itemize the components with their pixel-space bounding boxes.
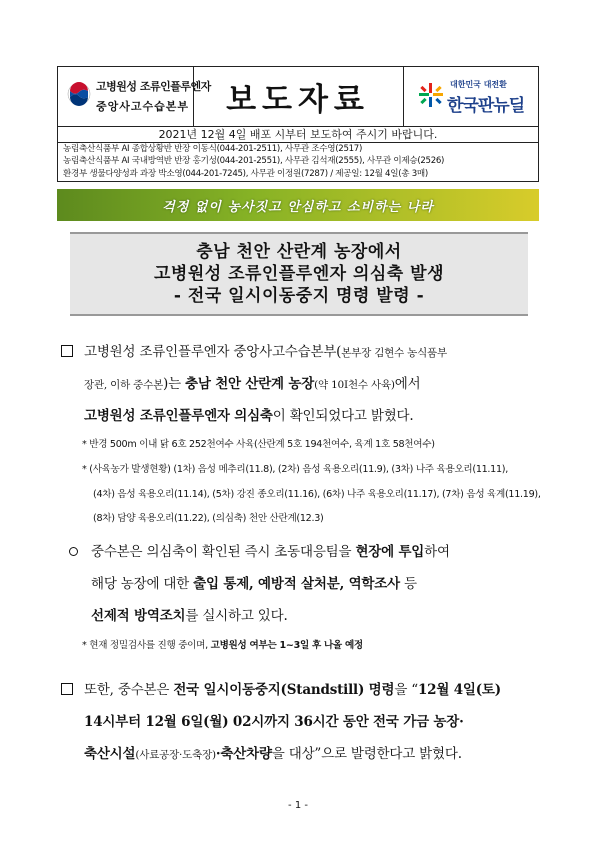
text-run: 고병원성 조류인플루엔자 중앙사고수습본부( (84, 344, 342, 360)
section2-line2 (91, 572, 417, 592)
headline-line2: 고병원성 조류인플루엔자 의심축 발생 (153, 264, 444, 284)
section1-footnote: * 반경 500m 이내 닭 6호 252천여수 사육(산란계 5호 194천여수, 육계 1호 58천여수) (82, 439, 435, 450)
section3-line1 (84, 678, 501, 698)
section1-footnote: (4차) 음성 육용오리(11.14), (5차) 강진 종오리(11.16), (6차) 나주 육용오리(11.17), (7차) 음성 육계(11.19), (93, 489, 541, 500)
text-run: 중수본은 의심축이 확인된 즉시 초동대응팀을 (91, 544, 356, 560)
text-run: (사료공장·도축장) (135, 749, 216, 761)
text-run: 고병원성 여부는 1~3일 후 나올 예정 (210, 640, 363, 651)
section1-footnote: (8차) 담양 육용오리(11.22), (의심축) 천안 산란계(12.3) (93, 513, 324, 524)
text-run: 선제적 방역조치 (91, 608, 186, 624)
org-name-line2: 중앙사고수습본부 (96, 100, 190, 113)
org-name-line1: 고병원성 조류인플루엔자 (96, 80, 211, 93)
contact-line: 농림축산식품부 AI 종합상황반 반장 이동식(044-201-2511), 사무관 조수영(2517) (63, 144, 363, 154)
text-run: 본부장 김현수 농식품부 (341, 347, 447, 359)
slogan-banner (57, 189, 539, 221)
section2-line1 (91, 540, 450, 560)
contacts-block (57, 143, 539, 182)
text-run: 장관, 이하 중수본 (84, 379, 164, 391)
text-run: 출입 통제, 예방적 살처분, 역학조사 (193, 576, 400, 592)
contact-line: 농림축산식품부 AI 국내방역반 반장 홍기성(044-201-2551), 사무관 김석재(2555), 사무관 이제승(2526) (63, 156, 445, 167)
new-deal-logo-cell (403, 67, 539, 126)
section1-line3 (84, 404, 413, 424)
section3-line3 (84, 742, 462, 762)
text-run: 이 확인되었다고 밝혔다. (272, 408, 414, 424)
section1-line1 (84, 340, 447, 360)
text-run: )는 (163, 376, 186, 392)
text-run: 고병원성 조류인플루엔자 의심축 (84, 408, 273, 424)
circle-bullet-icon (69, 547, 78, 556)
headline-box (70, 232, 528, 316)
text-run: * 현재 정밀검사를 진행 중이며, (82, 640, 211, 651)
korean-new-deal-logo-icon (418, 82, 444, 108)
text-run: 등 (399, 576, 417, 592)
text-run: (약 10I천수 사육) (314, 379, 395, 391)
text-run: 을 대상”으로 발령한다고 밝혔다. (271, 746, 462, 762)
text-run: 에서 (394, 376, 421, 392)
ministry-logo-cell (58, 67, 211, 126)
section2-line3 (91, 604, 288, 624)
text-run: 12월 4일(토) (417, 682, 501, 698)
headline-subtitle: - 전국 일시이동중지 명령 발령 - (173, 286, 425, 306)
section3-line2: 14시부터 12월 6일(월) 02시까지 36시간 동안 전국 가금 농장· (84, 714, 464, 730)
text-run: ·축산차량 (215, 746, 272, 762)
text-run: 전국 일시이동중지(Standstill) 명령 (173, 682, 395, 698)
square-bullet-icon (61, 683, 73, 695)
text-run: 축산시설 (84, 746, 136, 762)
text-run: 해당 농장에 대한 (91, 576, 194, 592)
contact-line: 환경부 생물다양성과 과장 박소영(044-201-7245), 사무관 이정원(7287) / 제공일: 12월 4일(총 3매) (63, 168, 428, 179)
slogan-text: 걱정 없이 농사짓고 안심하고 소비하는 나라 (162, 199, 434, 215)
text-run: 또한, 중수본은 (84, 682, 174, 698)
section1-line2 (84, 372, 420, 392)
headline-line1: 충남 천안 산란계 농장에서 (196, 242, 402, 262)
text-run: 을 “ (394, 682, 418, 698)
press-header-table (57, 66, 539, 127)
text-run: 충남 천안 산란계 농장 (185, 376, 315, 392)
text-run: 하여 (424, 544, 450, 560)
square-bullet-icon (61, 345, 73, 357)
text-run: 현장에 투입 (355, 544, 425, 560)
section1-footnote: * (사육농가 발생현황) (1차) 음성 메추리(11.8), (2차) 음성 육용오리(11.9), (3차) 나주 육용오리(11.11), (82, 464, 508, 475)
new-deal-tagline: 대한민국 대전환 (450, 80, 507, 89)
press-release-title: 보도자료 (226, 82, 370, 118)
text-run: 를 실시하고 있다. (185, 608, 288, 624)
page-number: - 1 - (288, 800, 308, 811)
government-emblem-icon (67, 82, 91, 106)
release-embargo-note: 2021년 12월 4일 배포 시부터 보도하여 주시기 바랍니다. (57, 127, 539, 143)
new-deal-name: 한국판뉴딜 (447, 96, 525, 116)
section2-footnote (82, 637, 363, 651)
